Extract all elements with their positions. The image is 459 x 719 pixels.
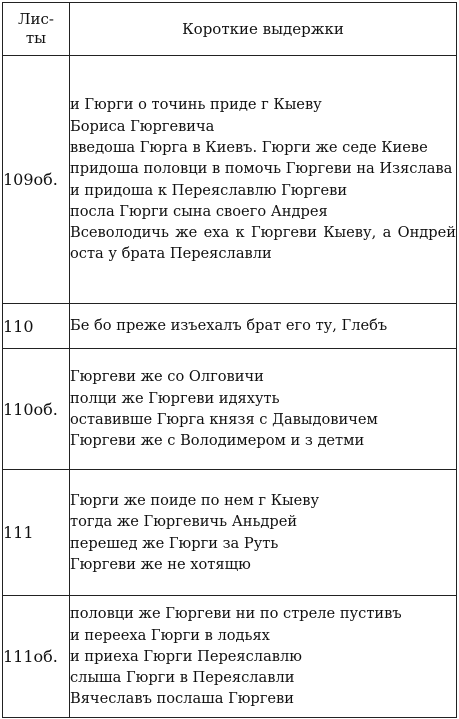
- sheet-number: 111: [3, 470, 70, 596]
- excerpt-line: Вячеславъ послаша Гюргеви: [70, 690, 295, 708]
- excerpt-line: оставивше Гюрга князя с Давыдовичем: [70, 411, 378, 428]
- excerpts-cell: [70, 304, 457, 349]
- excerpt-line: полци же Гюргеви идяхуть: [70, 389, 280, 407]
- excerpt-line: Гюргеви же со Олговичи: [70, 368, 264, 386]
- excerpt-line: посла Гюрги сына своего Андрея: [70, 202, 328, 220]
- excerpts-cell: [70, 56, 457, 304]
- excerpts-column-header: Короткие выдержки: [70, 3, 457, 56]
- excerpts-cell: [70, 596, 457, 718]
- sheets-column-header: [3, 3, 70, 56]
- excerpt-line: и приеха Гюрги Переяславлю: [70, 647, 302, 665]
- excerpts-cell: [70, 349, 457, 470]
- sheet-number: 110: [3, 304, 70, 349]
- excerpt-line: Гюргеви же не хотящю: [70, 555, 251, 573]
- excerpts-cell: [70, 470, 457, 596]
- table-row: [3, 56, 457, 304]
- sheets-header-line-2: ты: [25, 29, 47, 47]
- excerpt-line: и придоша к Переяславлю Гюргеви: [70, 181, 348, 199]
- sheet-number: 111об.: [3, 596, 70, 718]
- excerpt-line: и перееха Гюрги в лодьях: [70, 626, 270, 644]
- excerpt-line: Гюрги же поиде по нем г Кыеву: [70, 491, 320, 509]
- excerpt-line: перешед же Гюрги за Руть: [70, 534, 279, 552]
- table-row: [3, 304, 457, 349]
- sheets-header-line-1: Лис-: [18, 10, 54, 28]
- excerpts-table: [2, 2, 457, 718]
- table-row: [3, 596, 457, 718]
- table-row: [3, 470, 457, 596]
- excerpt-line: тогда же Гюргевичь Аньдрей: [70, 513, 298, 531]
- excerpt-line: Бе бо преже изъехалъ брат его ту, Глебъ: [70, 317, 388, 335]
- header-row: [3, 3, 457, 56]
- sheet-number: 110об.: [3, 349, 70, 470]
- table-row: [3, 349, 457, 470]
- excerpt-line: Гюргеви же с Володимером и з детми: [70, 432, 365, 450]
- sheet-number: 109об.: [3, 56, 70, 304]
- excerpt-line: слыша Гюрги в Переяславли: [70, 669, 295, 687]
- excerpt-line: Всеволодичь же еха к Гюргеви Кыеву, а Ондрей оста у брата Переяславли: [70, 224, 456, 263]
- excerpt-line: Бориса Гюргевича: [70, 117, 215, 135]
- excerpt-line: и Гюрги о точинь приде г Кыеву: [70, 96, 322, 114]
- excerpt-line: придоша половци в помочь Гюргеви на Изяслава: [70, 160, 453, 178]
- excerpt-line: введоша Гюрга в Киевъ. Гюрги же седе Киеве: [70, 138, 428, 156]
- excerpt-line: половци же Гюргеви ни по стреле пустивъ: [70, 605, 402, 623]
